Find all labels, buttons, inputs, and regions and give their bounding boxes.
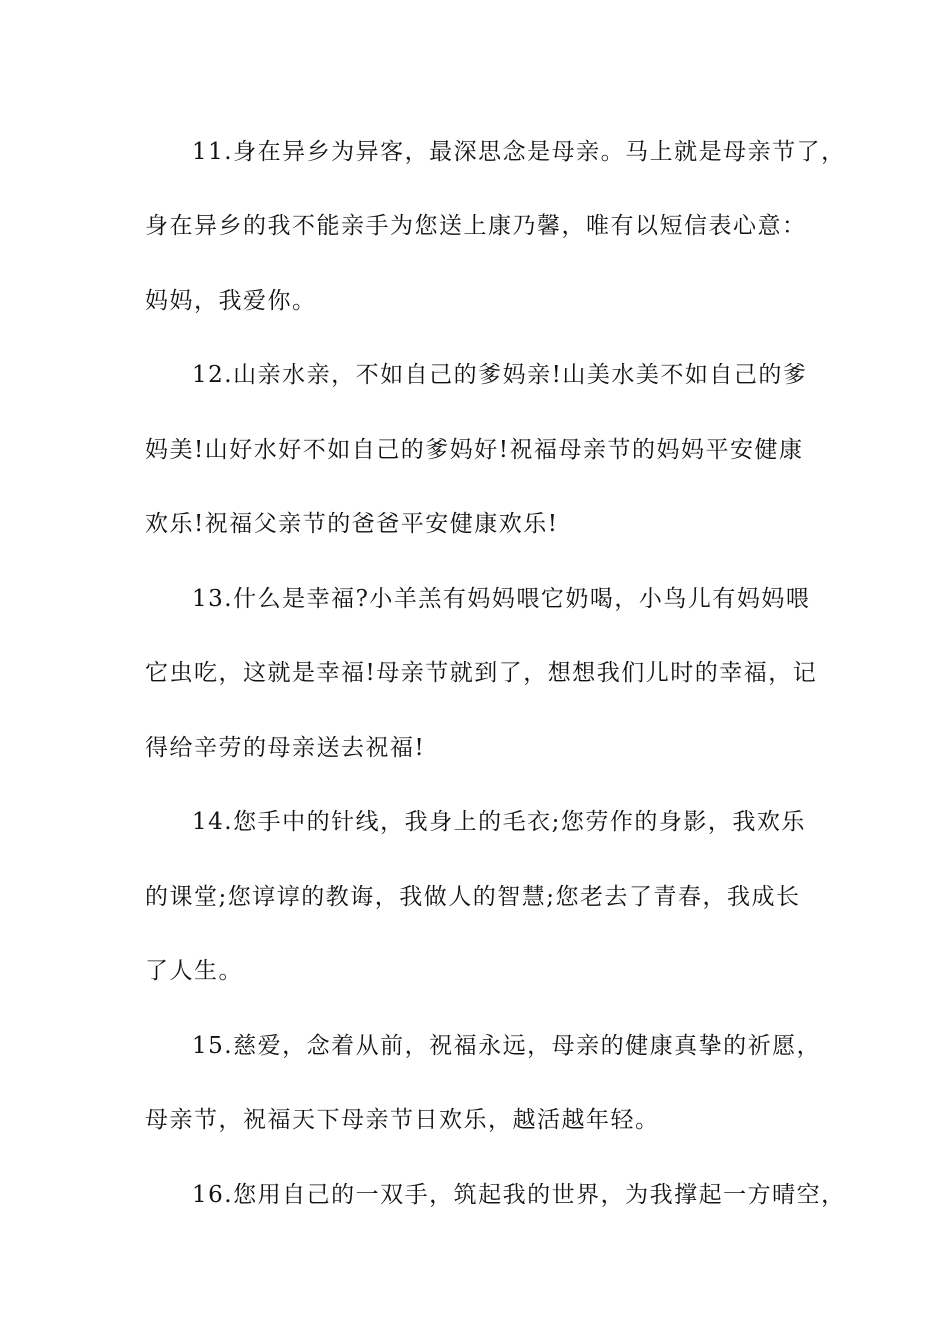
paragraph-11-line-1: 11.身在异乡为异客，最深思念是母亲。马上就是母亲节了， (192, 139, 846, 165)
paragraph-14-line-1: 14.您手中的针线，我身上的毛衣;您劳作的身影，我欢乐 (192, 809, 806, 835)
paragraph-15-line-1: 15.慈爱，念着从前，祝福永远，母亲的健康真挚的祈愿， (192, 1033, 822, 1059)
paragraph-16-line-1: 16.您用自己的一双手，筑起我的世界，为我撑起一方晴空， (192, 1182, 846, 1208)
paragraph-14-line-2: 的课堂;您谆谆的教诲，我做人的智慧;您老去了青春，我成长 (145, 884, 801, 910)
paragraph-12-line-1: 12.山亲水亲，不如自己的爹妈亲!山美水美不如自己的爹 (192, 362, 808, 388)
paragraph-12-line-3: 欢乐!祝福父亲节的爸爸平安健康欢乐! (145, 511, 559, 537)
paragraph-12-line-2: 妈美!山好水好不如自己的爹妈好!祝福母亲节的妈妈平安健康 (145, 437, 804, 463)
paragraph-13-line-3: 得给辛劳的母亲送去祝福! (145, 735, 426, 761)
paragraph-15-line-2: 母亲节，祝福天下母亲节日欢乐，越活越年轻。 (145, 1107, 660, 1133)
paragraph-13-line-1: 13.什么是幸福?小羊羔有妈妈喂它奶喝，小鸟儿有妈妈喂 (192, 586, 811, 612)
paragraph-11-line-3: 妈妈，我爱你。 (145, 288, 317, 314)
paragraph-11-line-2: 身在异乡的我不能亲手为您送上康乃馨，唯有以短信表心意： (145, 213, 807, 239)
paragraph-14-line-3: 了人生。 (145, 958, 243, 984)
paragraph-13-line-2: 它虫吃，这就是幸福!母亲节就到了，想想我们儿时的幸福，记 (145, 660, 818, 686)
